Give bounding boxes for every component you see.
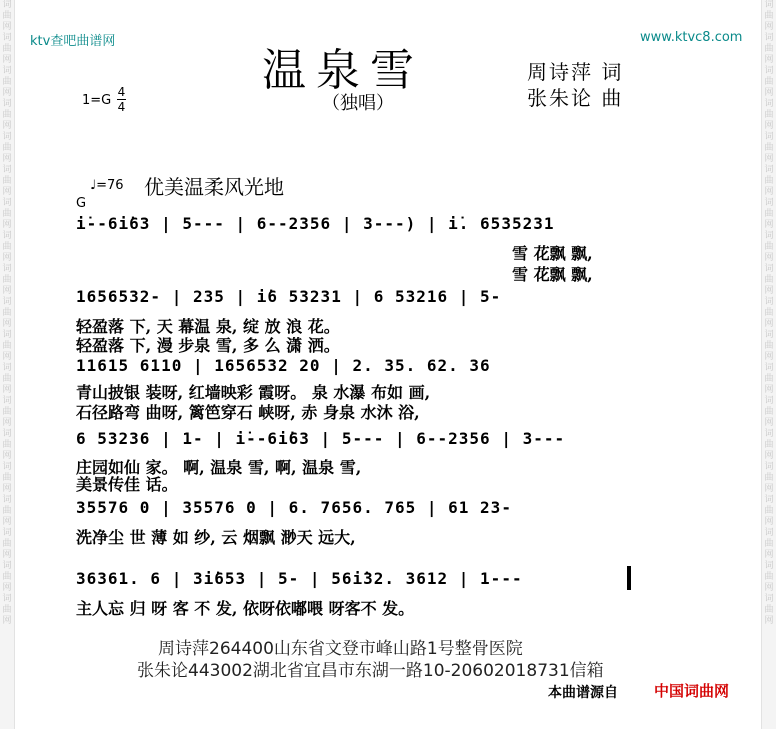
score-line-1-lyric-2: 雪 花飘 飘,	[512, 265, 593, 284]
time-signature-top: 4	[117, 85, 126, 99]
score-line-5-notes: 35576 0 | 35576 0 | 6. 7656. 765 | 61 23-	[76, 498, 512, 517]
score-line-4-notes: 6 53236 | 1- | i̇--6i̇63 | 5--- | 6--2356 | 3---	[76, 429, 566, 448]
left-watermark-strip: 词曲网词曲网词曲网词曲网词曲网词曲网词曲网词曲网词曲网词曲网词曲网词曲网词曲网词曲网词曲网词曲网词曲网词曲网词曲网	[0, 0, 15, 729]
key-signature: 1=G	[82, 93, 112, 108]
time-signature	[117, 86, 126, 113]
left-site-watermark: ktv查吧曲谱网	[30, 34, 116, 49]
score-line-3-notes: 11615 6110 | 1656532 20 | 2. 35. 62. 36	[76, 356, 491, 375]
score-line-2-lyric-2: 轻盈落 下, 漫 步泉 雪, 多 么 潇 洒。	[76, 336, 340, 355]
time-signature-bottom: 4	[117, 100, 126, 114]
score-line-1-lyric-1: 雪 花飘 飘,	[512, 244, 593, 263]
composer-credit: 张朱论 曲	[527, 86, 624, 110]
composer-address: 张朱论443002湖北省宜昌市东湖一路10-20602018731信箱	[137, 661, 604, 681]
final-barline	[627, 566, 631, 590]
expression-text: 优美温柔风光地	[144, 175, 284, 199]
score-line-6-lyric-1: 主人忘 归 呀 客 不 发, 依呀依嘟喂 呀客不 发。	[76, 599, 415, 618]
lyricist-address: 周诗萍264400山东省文登市峰山路1号整骨医院	[158, 639, 523, 659]
source-label: 本曲谱源自	[548, 685, 618, 701]
score-line-4-lyric-2: 美景传佳 话。	[76, 475, 178, 494]
score-line-5-lyric-1: 洗净尘 世 薄 如 纱, 云 烟飘 渺天 远大,	[76, 528, 356, 547]
song-subtitle: （独唱）	[322, 93, 394, 114]
lyricist-credit: 周诗萍 词	[527, 60, 624, 84]
right-watermark-strip: 词曲网词曲网词曲网词曲网词曲网词曲网词曲网词曲网词曲网词曲网词曲网词曲网词曲网词曲网词曲网词曲网词曲网词曲网词曲网	[761, 0, 776, 729]
chord-symbol: G	[76, 196, 87, 211]
source-site-name: 中国词曲网	[654, 682, 730, 700]
score-line-2-notes: 1656532- | 235 | i̇6 53231 | 6 53216 | 5-	[76, 287, 502, 306]
song-title: 温泉雪	[262, 45, 424, 96]
score-line-4-lyric-1: 庄园如仙 家。 啊, 温泉 雪, 啊, 温泉 雪,	[76, 458, 362, 477]
score-line-3-lyric-1: 青山披银 装呀, 红墙映彩 霞呀。 泉 水瀑 布如 画,	[76, 383, 431, 402]
score-line-2-lyric-1: 轻盈落 下, 天 幕温 泉, 绽 放 浪 花。	[76, 317, 340, 336]
score-line-1-notes: i̇--6i̇63 | 5--- | 6--2356 | 3---) | i̇. 6535231	[76, 214, 555, 233]
tempo-marking: ♩=76	[90, 178, 124, 193]
score-line-6-notes: 36361. 6 | 3i̇653 | 5- | 56i̇32. 3612 | 1---	[76, 569, 523, 588]
score-line-3-lyric-2: 石径路弯 曲呀, 篱笆穿石 峡呀, 赤 身泉 水沐 浴,	[76, 403, 420, 422]
right-site-watermark: www.ktvc8.com	[640, 30, 743, 45]
